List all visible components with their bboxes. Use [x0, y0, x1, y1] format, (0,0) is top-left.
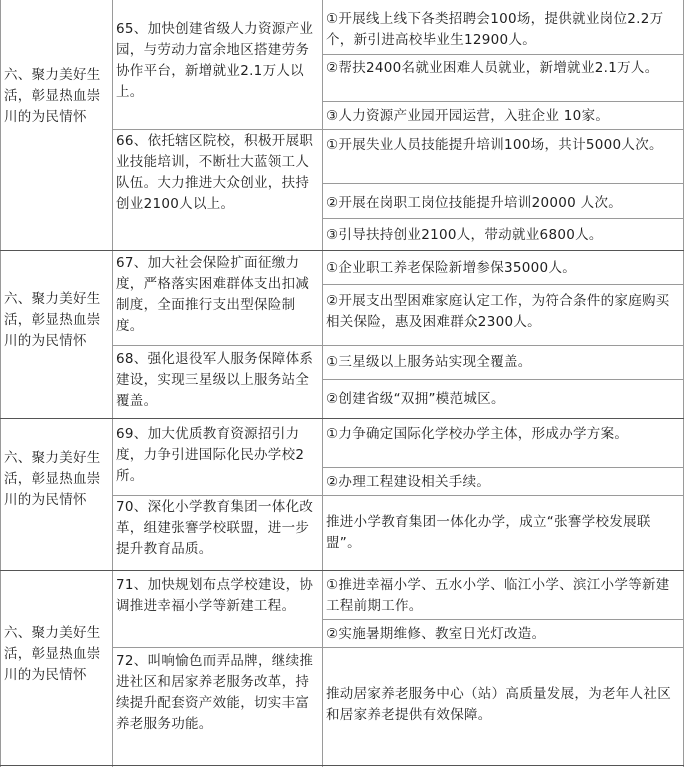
category-cell: 六、聚力美好生活，彰显热血崇川的为民情怀: [4, 625, 101, 683]
row-divider: [322, 101, 684, 102]
measure-cell: ①企业职工养老保险新增参保35000人。: [326, 259, 577, 276]
row-divider: [112, 647, 684, 648]
measure-cell: ①开展线上线下各类招聘会100场，提供就业岗位2.2万个，新引进高校毕业生12900人。: [326, 11, 664, 48]
row-divider: [322, 218, 684, 219]
measure-cell: 推动居家养老服务中心（站）高质量发展，为老年人社区和居家养老提供有效保障。: [326, 686, 671, 723]
row-divider: [322, 183, 684, 184]
measure-cell: ②开展在岗职工岗位技能提升培训20000 人次。: [326, 194, 623, 211]
measure-cell: ①力争确定国际化学校办学主体，形成办学方案。: [326, 426, 629, 442]
row-divider: [322, 467, 684, 468]
task-cell: 67、加大社会保险扩面征缴力度，严格落实困难群体支出扣减制度，全面推行支出型保险制度。: [116, 255, 310, 334]
measure-cell: ①推进幸福小学、五水小学、临江小学、滨江小学等新建工程前期工作。: [326, 577, 670, 614]
row-divider: [112, 129, 684, 130]
section-divider: [0, 418, 684, 419]
measure-cell: ①三星级以上服务站实现全覆盖。: [326, 353, 532, 370]
category-cell: 六、聚力美好生活，彰显热血崇川的为民情怀: [4, 450, 101, 508]
measure-cell: 推进小学教育集团一体化办学，成立“张謇学校发展联盟”。: [326, 514, 651, 551]
measure-cell: ③引导扶持创业2100人，带动就业6800人。: [326, 226, 603, 243]
section-divider: [0, 570, 684, 571]
task-cell: 66、依托辖区院校，积极开展职业技能培训，不断壮大蓝领工人队伍。大力推进大众创业，扶持创业2100人以上。: [116, 133, 314, 212]
category-cell: 六、聚力美好生活，彰显热血崇川的为民情怀: [4, 291, 101, 349]
table-border: [0, 0, 1, 767]
table-border: [112, 0, 113, 767]
task-cell: 70、深化小学教育集团一体化改革，组建张謇学校联盟，进一步提升教育品质。: [116, 499, 314, 557]
row-divider: [112, 495, 684, 496]
section-divider: [0, 250, 684, 251]
measure-cell: ①开展失业人员技能提升培训100场，共计5000人次。: [326, 137, 663, 153]
measure-cell: ②开展支出型困难家庭认定工作，为符合条件的家庭购买相关保险，惠及困难群众2300人。: [326, 293, 670, 330]
measure-cell: ②创建省级“双拥”模范城区。: [326, 390, 505, 407]
task-cell: 72、叫响愉色而弄品牌，继续推进社区和居家养老服务改革，持续提升配套资产效能，切实丰富养老服务功能。: [116, 653, 314, 732]
task-cell: 65、加快创建省级人力资源产业园，与劳动力富余地区搭建劳务协作平台，新增就业2.1万人以上。: [116, 21, 314, 100]
task-cell: 68、强化退役军人服务保障体系建设，实现三星级以上服务站全覆盖。: [116, 351, 314, 409]
task-cell: 71、加快规划布点学校建设，协调推进幸福小学等新建工程。: [116, 577, 314, 614]
measure-cell: ②帮扶2400名就业困难人员就业，新增就业2.1万人。: [326, 60, 659, 76]
measure-cell: ②实施暑期维修、教室日光灯改造。: [326, 625, 546, 642]
section-divider: [0, 765, 684, 766]
category-cell: 六、聚力美好生活，彰显热血崇川的为民情怀: [4, 67, 101, 125]
measure-cell: ②办理工程建设相关手续。: [326, 473, 491, 490]
row-divider: [322, 54, 684, 55]
row-divider: [322, 379, 684, 380]
table-border: [322, 0, 323, 767]
row-divider: [322, 284, 684, 285]
row-divider: [322, 619, 684, 620]
measure-cell: ③人力资源产业园开园运营，入驻企业 10家。: [326, 107, 610, 124]
task-cell: 69、加大优质教育资源招引力度，力争引进国际化民办学校2所。: [116, 426, 305, 484]
row-divider: [112, 345, 684, 346]
